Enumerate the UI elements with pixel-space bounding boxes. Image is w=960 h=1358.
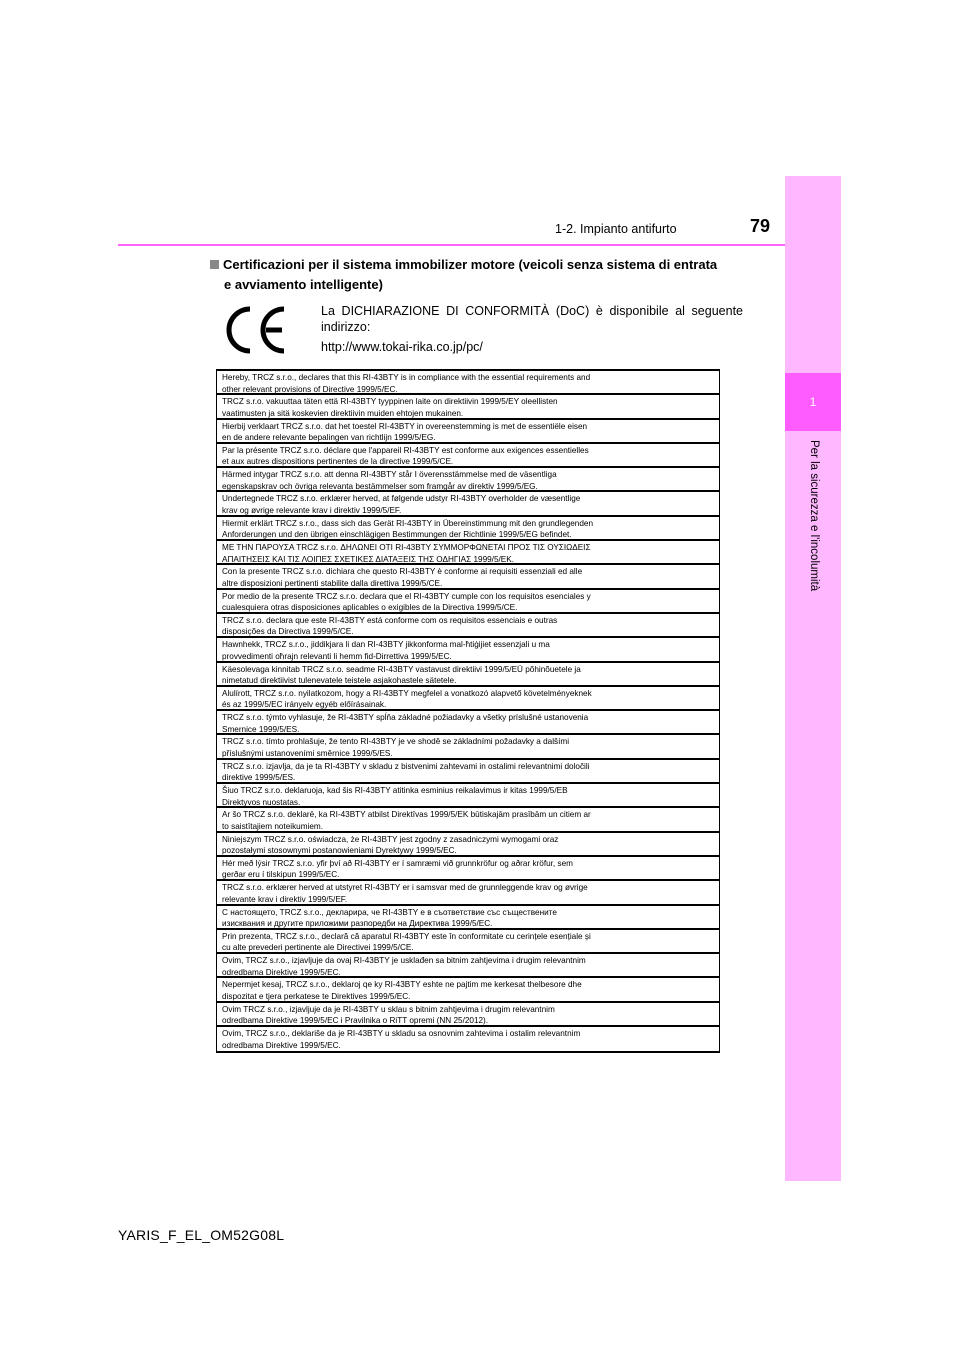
declaration-row	[217, 930, 719, 954]
declaration-line: other relevant provisions of Directive 1999/5/EC.	[222, 384, 398, 394]
declaration-line: et aux autres dispositions pertinentes de la directive 1999/5/CE.	[222, 457, 454, 467]
declaration-line: cualesquiera otras disposiciones aplicables o exigibles de la Directiva 1999/5/CE.	[222, 603, 518, 613]
declaration-line: odredbama Direktive 1999/5/EC.	[222, 1040, 341, 1050]
declaration-line: TRCZ s.r.o. declara que este RI-43BTY está conforme com os requisitos essenciais e outras	[222, 615, 558, 625]
declaration-line: Anforderungen und den übrigen einschlägigen Bestimmungen der Richtlinie 1999/5/EG befindet.	[222, 530, 572, 540]
bullet-square-icon	[210, 260, 219, 269]
doc-text: La DICHIARAZIONE DI CONFORMITÀ (DoC) è disponibile al seguente indirizzo:	[321, 304, 743, 334]
declaration-line: Hiermit erklärt TRCZ s.r.o., dass sich das Gerät RI-43BTY in Übereinstimmung mit den grundlegenden	[222, 518, 594, 528]
declaration-line: Hierbij verklaart TRCZ s.r.o. dat het toestel RI-43BTY in overeenstemming is met de essentiële eisen	[222, 421, 588, 431]
document-code: YARIS_F_EL_OM52G08L	[118, 1227, 285, 1243]
declaration-line: direktive 1999/5/ES.	[222, 773, 296, 783]
declaration-row	[217, 808, 719, 832]
doc-url-link[interactable]: http://www.tokai-rika.co.jp/pc/	[321, 340, 483, 354]
declaration-line: TRCZ s.r.o. erklærer herved at utstyret RI-43BTY er i samsvar med de grunnleggende krav og øvrige	[222, 883, 588, 893]
declaration-line: Ovim, TRCZ s.r.o., izjavljuje da ovaj RI-43BTY je usklađen sa bitnim zahtjevima i drugim relevantnim	[222, 956, 586, 966]
declaration-row	[217, 468, 719, 492]
declaration-row	[217, 760, 719, 784]
declaration-row	[217, 687, 719, 711]
declaration-line: Undertegnede TRCZ s.r.o. erklærer herved, at følgende udstyr RI-43BTY overholder de væsentlige	[222, 494, 581, 504]
declaration-line: relevante krav i direktiv 1999/5/EF.	[222, 894, 348, 904]
declaration-line: příslušnými ustanoveními směrnice 1999/5/ES.	[222, 748, 393, 758]
declaration-line: és az 1999/5/EC irányelv egyéb előírásainak.	[222, 700, 387, 710]
declaration-line: odredbama Direktive 1999/5/EC i Pravilnika o RiTT opremi (NN 25/2012).	[222, 1016, 489, 1026]
declaration-line: cu alte prevederi pertinente ale Directivei 1999/5/CE.	[222, 943, 414, 953]
doc-availability-note	[321, 303, 743, 355]
declaration-line: ΜΕ ΤΗΝ ΠΑΡΟΥΣΑ TRCZ s.r.o. ΔΗΛΩΝΕΙ ΟΤΙ RI-43BTY ΣΥΜΜΟΡΦΩΝΕΤΑΙ ΠΡΟΣ ΤΙΣ ΟΥΣΙΩΔΕΙΣ	[222, 543, 591, 553]
declaration-line: Ovim TRCZ s.r.o., izjavljuje da je RI-43BTY u sklau s bitnim zahtjevima i drugim relevantnim	[222, 1004, 555, 1014]
header-rule	[118, 244, 785, 246]
declaration-row	[217, 857, 719, 881]
declaration-line: TRCZ s.r.o. vakuuttaa täten että RI-43BTY tyyppinen laite on direktiivin 1999/5/EY oleellisten	[222, 397, 558, 407]
declaration-line: provvedimenti oħrajn relevanti li hemm fid-Dirrettiva 1999/5/EC.	[222, 651, 452, 661]
declaration-line: Hawnhekk, TRCZ s.r.o., jiddikjara li dan RI-43BTY jikkonforma mal-ħtiġijiet essenzjali u ma	[222, 640, 550, 650]
declaration-line: Härmed intygar TRCZ s.r.o. att denna RI-43BTY står I överensstämmelse med de väsentliga	[222, 470, 557, 480]
declaration-line: С настоящето, TRCZ s.r.o., декларира, че RI-43BTY е в съответствие със съществените	[222, 907, 557, 917]
declaration-row	[217, 395, 719, 419]
declaration-line: Nepermjet kesaj, TRCZ s.r.o., deklaroj qe ky RI-43BTY eshte ne pajtim me kerkesat thelbesore dhe	[222, 980, 582, 990]
declaration-line: egenskapskrav och övriga relevanta bestämmelser som framgår av direktiv 1999/5/EG.	[222, 481, 538, 491]
declaration-row	[217, 663, 719, 687]
heading-line-1: Certificazioni per il sistema immobilizer motore (veicoli senza sistema di entrata	[223, 257, 718, 272]
declaration-line: krav og øvrige relevante krav i direktiv 1999/5/EF.	[222, 505, 402, 515]
declaration-line: TRCZ s.r.o. izjavlja, da je ta RI-43BTY v skladu z bistvenimi zahtevami in ostalimi relevantnimi določili	[222, 761, 590, 771]
declaration-line: gerðar eru í tilskipun 1999/5/EC.	[222, 870, 340, 880]
declaration-line: Hereby, TRCZ s.r.o., declares that this RI-43BTY is in compliance with the essential requirements and	[222, 373, 591, 382]
declaration-line: Alulírott, TRCZ s.r.o. nyilatkozom, hogy a RI-43BTY megfelel a vonatkozó alapvető követelményeknek	[222, 688, 592, 698]
declaration-row	[217, 371, 719, 395]
declaration-row	[217, 565, 719, 589]
declaration-line: Hér með lýsir TRCZ s.r.o. yfir því að RI-43BTY er í samræmi við grunnkröfur og aðrar kröfur, sem	[222, 858, 573, 868]
declarations-table	[216, 369, 720, 1053]
declaration-row	[217, 541, 719, 565]
ce-mark-icon	[222, 305, 288, 355]
declaration-line: Por medio de la presente TRCZ s.r.o. declara que el RI-43BTY cumple con los requisitos esenciales y	[222, 591, 591, 601]
declaration-line: vaatimusten ja sitä koskevien direktiivin muiden ehtojen mukainen.	[222, 408, 464, 418]
declaration-line: altre disposizioni pertinenti stabilite dalla direttiva 1999/5/CE.	[222, 578, 443, 588]
declaration-line: Par la présente TRCZ s.r.o. déclare que l'appareil RI-43BTY est conforme aux exigences essentielles	[222, 445, 589, 455]
section-heading	[210, 255, 755, 295]
declaration-line: Ovim, TRCZ s.r.o., deklariše da je RI-43BTY u skladu sa osnovnim zahtevima i ostalim relevantnim	[222, 1029, 581, 1039]
declaration-line: TRCZ s.r.o. tímto prohlašuje, že tento RI-43BTY je ve shodě se základními požadavky a dalšími	[222, 737, 570, 747]
declaration-row	[217, 1003, 719, 1027]
section-title: 1-2. Impianto antifurto	[555, 222, 677, 236]
declaration-line: ΑΠΑΙΤΗΣΕΙΣ ΚΑΙ ΤΙΣ ΛΟΙΠΕΣ ΣΧΕΤΙΚΕΣ ΔΙΑΤΑΞΕΙΣ ΤΗΣ ΟΔΗΓΙΑΣ 1999/5/ΕΚ.	[222, 554, 514, 564]
declaration-row	[217, 906, 719, 930]
page-number: 79	[750, 216, 771, 236]
declaration-line: odredbama Direktive 1999/5/EC.	[222, 967, 341, 977]
declaration-line: Direktyvos nuostatas.	[222, 797, 301, 807]
declaration-line: disposições da Directiva 1999/5/CE.	[222, 627, 354, 637]
declaration-row	[217, 711, 719, 735]
declaration-line: Smernice 1999/5/ES.	[222, 724, 300, 734]
declaration-row	[217, 735, 719, 759]
declaration-line: to saistītajiem noteikumiem.	[222, 821, 324, 831]
declaration-row	[217, 978, 719, 1002]
declaration-line: Niniejszym TRCZ s.r.o. oświadcza, że RI-43BTY jest zgodny z zasadniczymi wymogami oraz	[222, 834, 559, 844]
declaration-line: pozostałymi stosownymi postanowieniami Dyrektywy 1999/5/EC.	[222, 846, 457, 856]
chapter-title: Per la sicurezza e l'incolumità	[808, 440, 820, 592]
declaration-line: изисквания и другите приложими разпоредби на Директива 1999/5/ЕС.	[222, 919, 493, 929]
heading-line-2: e avviamento intelligente)	[224, 277, 383, 292]
declaration-row	[217, 954, 719, 978]
declaration-row	[217, 420, 719, 444]
declaration-line: Ar šo TRCZ s.r.o. deklarē, ka RI-43BTY atbilst Direktīvas 1999/5/EK būtiskajām prasībām un citiem ar	[222, 810, 591, 820]
declaration-line: Šiuo TRCZ s.r.o. deklaruoja, kad šis RI-43BTY atitinka esminius reikalavimus ir kitas 1999/5/EB	[222, 786, 568, 796]
declaration-row	[217, 638, 719, 662]
declaration-line: TRCZ s.r.o. týmto vyhlasuje, že RI-43BTY spĺňa základné požiadavky a všetky príslušné ustanovenia	[222, 713, 589, 723]
declaration-row	[217, 492, 719, 516]
declaration-line: en de andere relevante bepalingen van richtlijn 1999/5/EG.	[222, 433, 436, 443]
chapter-number: 1	[785, 373, 841, 431]
declaration-row	[217, 444, 719, 468]
declaration-row	[217, 881, 719, 905]
declaration-line: Käesolevaga kinnitab TRCZ s.r.o. seadme RI-43BTY vastavust direktiivi 1999/5/EÜ põhinõuetele ja	[222, 664, 581, 674]
declaration-row	[217, 517, 719, 541]
declaration-line: Prin prezenta, TRCZ s.r.o., declară că aparatul RI-43BTY este în conformitate cu cerințele esențiale și	[222, 931, 591, 941]
declaration-row	[217, 833, 719, 857]
declaration-line: dispozitat e tjera perkatese te Direktives 1999/5/EC.	[222, 991, 411, 1001]
declaration-row	[217, 614, 719, 638]
declaration-row	[217, 1027, 719, 1051]
chapter-side-tab	[785, 176, 841, 1181]
declaration-row	[217, 784, 719, 808]
declaration-row	[217, 590, 719, 614]
declaration-line: nimetatud direktiivist tulenevatele teistele asjakohastele sätetele.	[222, 676, 457, 686]
declaration-line: Con la presente TRCZ s.r.o. dichiara che questo RI-43BTY è conforme ai requisiti essenziali ed alle	[222, 567, 583, 577]
